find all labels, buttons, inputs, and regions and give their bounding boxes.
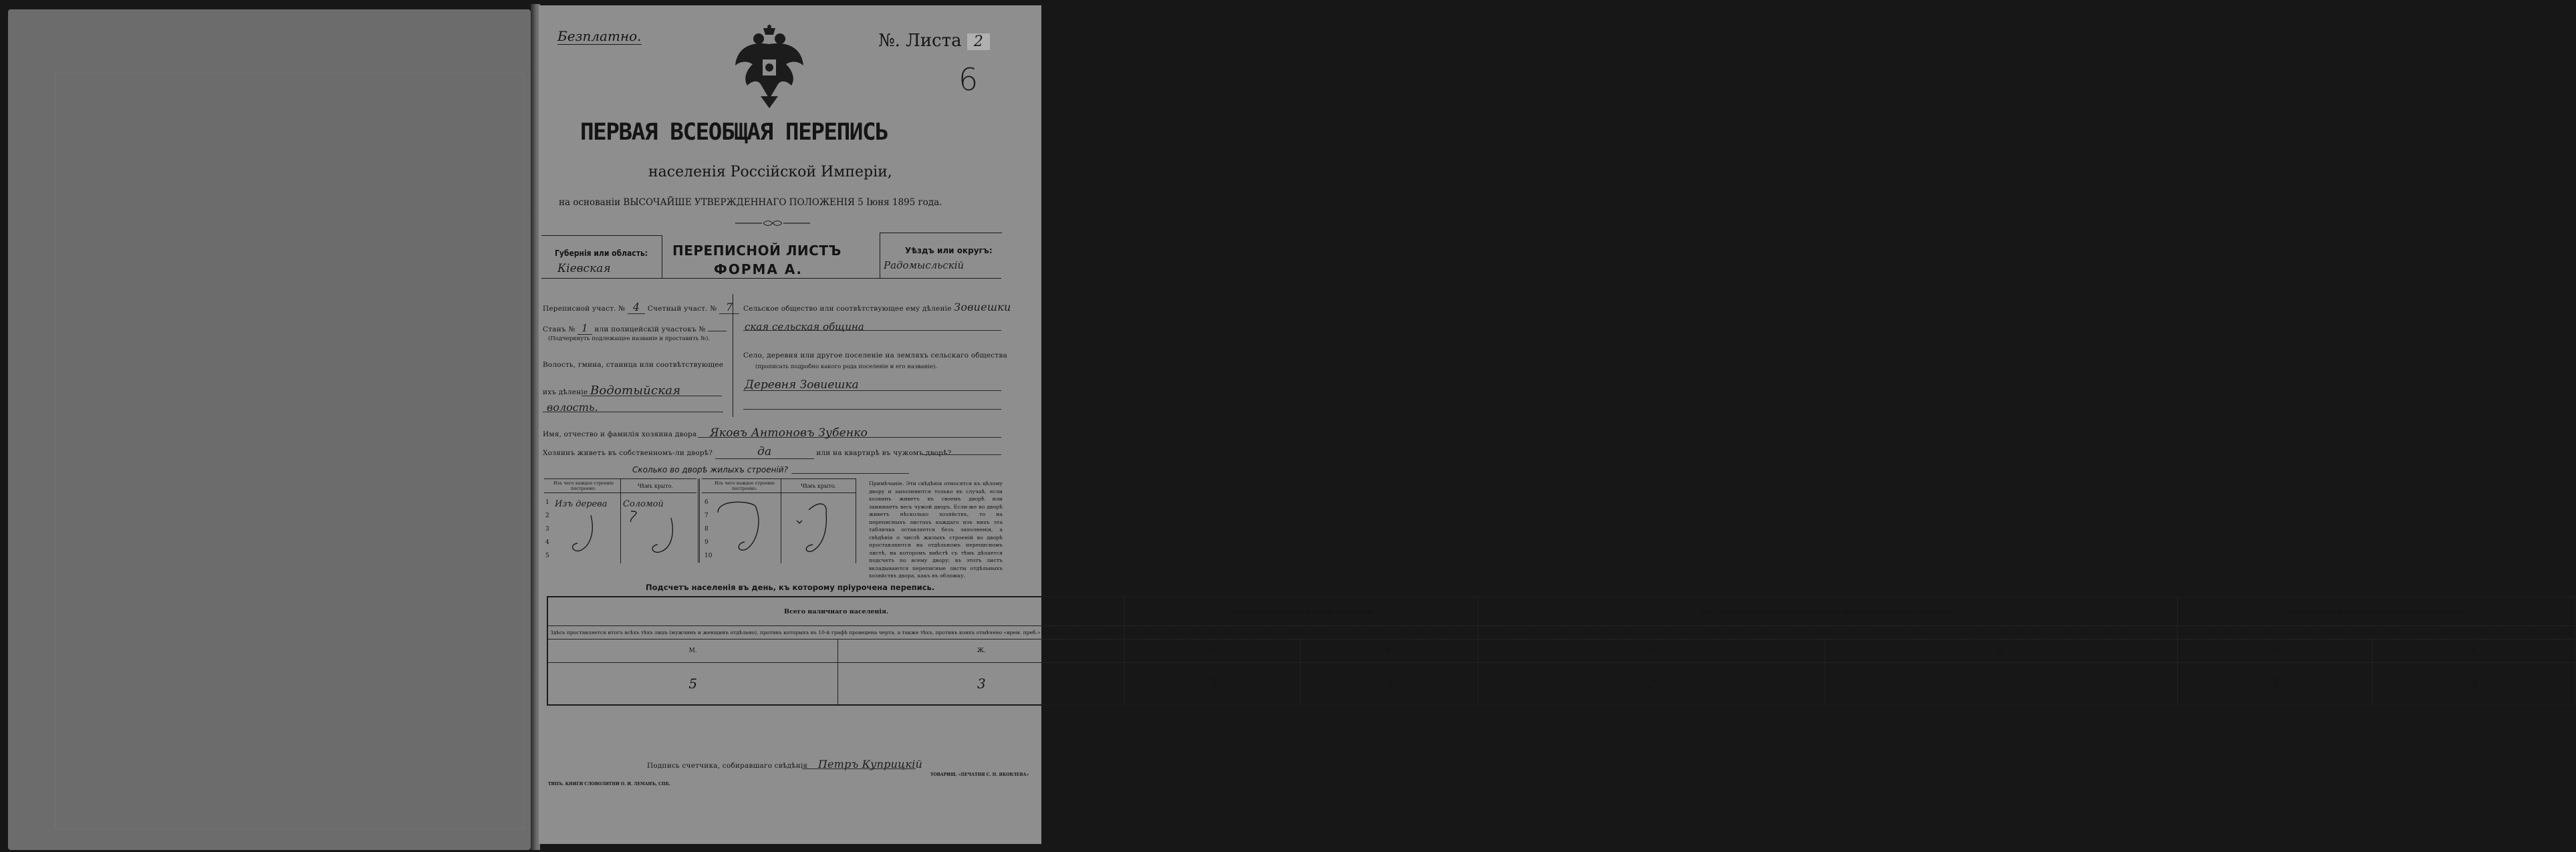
signature-label: Подпись счетчика, собиравшаго свѣдѣнія: [647, 762, 808, 770]
desc-total-present: Здѣсь проставляется итогъ всѣхъ тѣхъ лицъ (мужчинъ и женщинъ отдѣльно), противъ которыхъ въ 10-й графѣ проведена черта, а также тѣхъ, противъ коихъ отмѣчено «врем. преб.» и «врем. преб. со знакомъ V».: [547, 626, 1125, 640]
census-form-page: [539, 5, 2573, 844]
building-row-number: 6: [704, 499, 709, 506]
underline-note: (Подчеркнуть подлежащее названіе и проставить №).: [548, 335, 711, 342]
gubernia-value: Кіевская: [557, 262, 611, 275]
population-values-row: [547, 663, 2575, 706]
non-peasant-female: [1825, 663, 2177, 706]
population-title: Подсчетъ населенія въ день, къ которому пріурочена перепись.: [646, 583, 935, 592]
uezd-label: Уѣздъ или округъ:: [905, 246, 993, 255]
building-row-number: 9: [704, 539, 709, 546]
permanent-male: 3: [1125, 663, 1301, 706]
m-label: М.: [1125, 640, 1301, 663]
form-title-line2: ФОРМА А.: [714, 261, 803, 277]
col-total-present: Всего наличнаго населенія.: [547, 597, 1125, 626]
own-yard-label: Хозяинъ живетъ въ собственномъ-ли дворѣ?: [543, 449, 713, 457]
roof-header-2: Чѣмъ крыто.: [801, 483, 837, 489]
society-value: Зовиешки: [954, 301, 1011, 313]
village-rule: [743, 390, 1001, 391]
count-section-value: 7: [719, 301, 739, 314]
ornament-divider: [735, 219, 810, 228]
population-header-row: [547, 597, 2575, 626]
row1-material: Изъ дерева: [555, 499, 608, 509]
permanent-female: 3: [1301, 663, 1478, 706]
buildings-note: Примѣчаніе. Эти свѣдѣнія относятся къ цѣлому двору и заполняются только въ случаѣ, если хозяинъ живетъ въ своемъ дворѣ или занимаетъ весь чужой дворъ. Если-же во дворѣ живетъ нѣсколько хозяйствъ, то на переписныхъ листахъ каждаго изъ нихъ эта табличка оставляется безъ заполненія, а свѣдѣнія о числѣ жилыхъ строеній во дворѣ проставляются на отдѣльномъ переписномъ листѣ, на которомъ вмѣстѣ съ тѣмъ дѣлается подсчетъ по всему двору; въ этотъ листъ вкладываются переписные листы отдѣльныхъ хозяйствъ двора, какъ въ обложку.: [869, 480, 1003, 579]
society-label: Сельское общество или соотвѣтствующее ему дѣленіе: [743, 305, 952, 313]
owner-line: [543, 426, 868, 440]
subtitle: населенія Россійской Имперіи,: [648, 164, 892, 180]
society-line: [743, 301, 1011, 313]
population-mf-row: [547, 640, 2575, 663]
yard-line: [543, 445, 951, 459]
roof-header: Чѣмъ крыто.: [638, 483, 674, 489]
col-registered-peasant: Приписаннаго здѣсь крестьянскаго населенія.: [2177, 597, 2575, 626]
building-row-number: 2: [545, 513, 549, 519]
material-header: Изъ чего каждое строеніе построено.: [553, 480, 614, 491]
page-number: 6: [958, 61, 979, 98]
total-present-female: 3: [838, 663, 1125, 706]
total-present-male: 5: [547, 663, 838, 706]
society-rule: [743, 330, 1001, 331]
sheet-label: №. Листа: [878, 31, 962, 51]
printer-right: ТОВАРИЩ. «ПЕЧАТНЯ С. П. ЯКОВЛЕВА»: [930, 772, 1029, 777]
col-non-peasant: Въ числѣ наличнаго населенія было лицъ непрестьянск. сословій.: [1478, 597, 2177, 626]
printer-left: ТИПЪ. КНИГИ СЛОВОЛИТНИ О. И. ЛЕМАНЪ, СПБ.: [548, 782, 670, 787]
buildings-table-left: [544, 478, 696, 563]
census-section-value: 4: [628, 301, 645, 314]
census-section-line: [543, 301, 739, 313]
imperial-eagle-emblem: [734, 24, 805, 110]
building-row-number: 10: [704, 553, 713, 559]
ditto-marks-right: [709, 496, 849, 557]
volost-label: Волость, гмина, станица или соотвѣтствующее: [543, 361, 724, 369]
village-value: Деревня Зовиешка: [745, 378, 859, 392]
buildings-question: Сколько во дворѣ жилыхъ строеній?: [632, 465, 788, 474]
building-row-number: 7: [704, 513, 709, 519]
stan-label: Станъ №: [543, 325, 575, 333]
desc-permanent: Сюда вносится общее число всѣхъ тѣхъ лицъ (мужчинъ и женщинъ отдѣльно), противъ которыхъ въ 9-й графѣ отмѣчено «здѣсь».: [1125, 626, 1478, 640]
volost-value: Водотыйская: [590, 384, 681, 398]
police-label: или полицейскій участокъ №: [594, 325, 706, 333]
main-title: ПЕРВАЯ ВСЕОБЩАЯ ПЕРЕПИСЬ: [580, 119, 888, 146]
signature-rule: [802, 768, 916, 769]
buildings-header-rule-2: [702, 492, 856, 493]
uezd-box: [880, 233, 1002, 279]
village-rule-2: [743, 409, 1001, 410]
form-title-line1: ПЕРЕПИСНОЙ ЛИСТЪ: [672, 243, 842, 259]
owner-name-label: Имя, отчество и фамилія хозяина двора: [543, 430, 697, 438]
material-header-2: Изъ чего каждое строеніе построено.: [714, 480, 775, 491]
own-yard-value: да: [715, 445, 814, 459]
bleed-through: [55, 73, 524, 829]
volost-value-2: волость.: [547, 401, 598, 414]
free-label: Безплатно.: [557, 28, 642, 44]
gubernia-label: Губернія или область:: [555, 249, 648, 258]
non-peasant-male: 2: [1478, 663, 1825, 706]
desc-registered-peasant: Сюда вносится общее число всѣхъ лицъ (мужчинъ и женщинъ отдѣльно), противъ которыхъ въ графѣ 8-й отмѣчено «здѣсь» и «здѣсь въ волости».: [2177, 626, 2575, 640]
count-section-label: Счетный участ. №: [647, 305, 717, 313]
village-note: (прописать подробно какого рода поселеніе и его названіе).: [755, 364, 937, 370]
buildings-header-rule: [544, 492, 696, 493]
header-rule: [541, 278, 1001, 279]
building-row-number: 5: [545, 553, 549, 559]
owner-rule: [698, 437, 1001, 438]
stan-value: 1: [577, 322, 592, 335]
building-row-number: 8: [704, 526, 709, 533]
owner-name-value: Яковъ Антоновъ Зубенко: [709, 426, 868, 440]
m-label: М.: [1478, 640, 1825, 663]
buildings-table-right: [702, 478, 856, 563]
buildings-table-divider: [698, 478, 700, 563]
m-label: М.: [2177, 640, 2372, 663]
ditto-marks-left: [564, 511, 691, 558]
building-row-number: 3: [545, 526, 549, 533]
rent-rule: [922, 454, 1001, 455]
desc-non-peasant: Здѣсь проставляется (изъ графы 6-й) общее число всѣхъ лицъ непрестьянскихъ сословій (мужчинъ и женщинъ отдѣльно), противъ которыхъ въ графѣ 10-й проведена черта, а также тѣхъ, противъ коихъ отмѣчено «врем. преб.» и «врем. преб. со знакомъ V».: [1478, 626, 2177, 640]
f-label: Ж.: [1825, 640, 2177, 663]
signature-value: Петръ Куприцкій: [817, 758, 923, 770]
f-label: Ж.: [838, 640, 1125, 663]
registered-peasant-female: 3: [2372, 663, 2575, 706]
sheet-number-value: 2: [967, 33, 990, 50]
population-desc-row: [547, 626, 2575, 640]
building-row-number: 1: [545, 499, 549, 506]
rent-label: или на квартирѣ въ чужомъ дворѣ?: [816, 449, 952, 457]
society-value-2: ская сельская община: [745, 321, 864, 333]
f-label: Ж.: [1301, 640, 1478, 663]
uezd-value: Радомысльскій: [884, 259, 964, 271]
registered-peasant-male: 3: [2177, 663, 2372, 706]
population-table: [547, 596, 2576, 706]
census-section-label: Переписной участ. №: [543, 305, 626, 313]
f-label: Ж.: [2372, 640, 2575, 663]
stan-line: [543, 322, 727, 334]
village-label: Село, деревня или другое поселеніе на земляхъ сельскаго общества: [743, 351, 1007, 360]
basis-line: на основаніи ВЫСОЧАЙШЕ УТВЕРЖДЕННАГО ПОЛОЖЕНІЯ 5 Іюня 1895 года.: [559, 197, 942, 208]
buildings-question-rule: [791, 473, 909, 474]
left-page: [8, 9, 531, 850]
m-label: М.: [547, 640, 838, 663]
volost-label-2: ихъ дѣленіе: [543, 388, 588, 396]
sheet-number-label: [878, 31, 990, 51]
col-permanent: Постоянно живущаго здѣсь населенія.: [1125, 597, 1478, 626]
row1-roof: Соломой: [623, 499, 664, 509]
building-row-number: 4: [545, 539, 549, 546]
